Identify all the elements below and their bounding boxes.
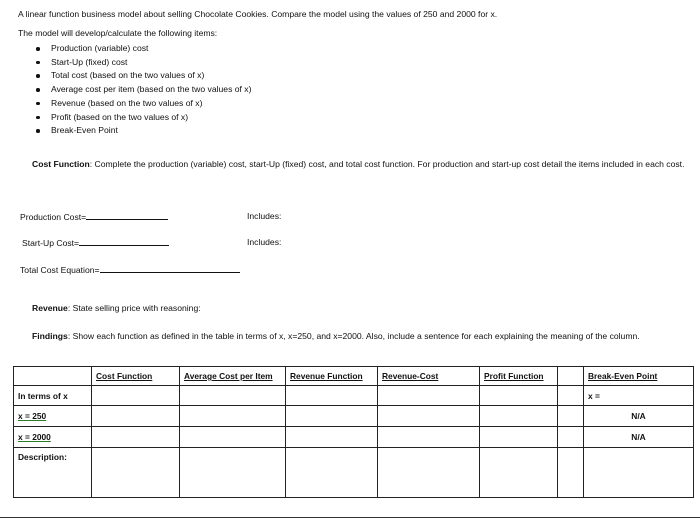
table-header-cell: Profit Function [480, 367, 558, 386]
revenue-label: Revenue [32, 303, 68, 313]
table-header-cell: Cost Function [92, 367, 180, 386]
production-includes-label: Includes: [247, 211, 282, 221]
break-even-na-cell: N/A [584, 406, 694, 427]
startup-cost-field [22, 237, 169, 249]
table-cell[interactable] [378, 448, 480, 498]
revenue-instructions [32, 303, 201, 314]
table-cell[interactable] [180, 406, 286, 427]
row-label-terms-of-x: In terms of x [14, 386, 92, 406]
table-cell[interactable] [286, 427, 378, 448]
table-row [14, 406, 694, 427]
table-cell[interactable] [92, 448, 180, 498]
table-cell[interactable] [180, 386, 286, 406]
list-item: Revenue (based on the two values of x) [18, 97, 251, 111]
table-cell[interactable] [286, 448, 378, 498]
requirements-list [18, 42, 251, 138]
table-row [14, 427, 694, 448]
table-cell[interactable] [558, 448, 584, 498]
table-row [14, 386, 694, 406]
row-label-x-2000: x = 2000 [14, 427, 92, 448]
table-header-cell: Revenue Function [286, 367, 378, 386]
list-item: Total cost (based on the two values of x) [18, 69, 251, 83]
table-header-row [14, 367, 694, 386]
list-item: Profit (based on the two values of x) [18, 111, 251, 125]
table-cell[interactable] [558, 386, 584, 406]
table-cell[interactable] [286, 386, 378, 406]
revenue-text: : State selling price with reasoning: [67, 303, 201, 313]
list-item: Start-Up (fixed) cost [18, 56, 251, 70]
intro-line-2: The model will develop/calculate the following items: [18, 28, 218, 38]
table-header-cell: Average Cost per Item [180, 367, 286, 386]
findings-table [13, 366, 694, 498]
table-cell[interactable] [558, 427, 584, 448]
table-header-cell [558, 367, 584, 386]
startup-includes-label: Includes: [247, 237, 282, 247]
table-header-cell: Break-Even Point [584, 367, 694, 386]
cost-function-label: Cost Function [32, 159, 90, 169]
break-even-x-cell[interactable] [584, 386, 694, 406]
list-item: Production (variable) cost [18, 42, 251, 56]
table-cell[interactable] [584, 448, 694, 498]
table-cell[interactable] [180, 427, 286, 448]
table-cell[interactable] [480, 427, 558, 448]
list-item: Average cost per item (based on the two values of x) [18, 83, 251, 97]
findings-label: Findings [32, 331, 68, 341]
table-cell[interactable] [480, 448, 558, 498]
table-header-cell: Revenue-Cost [378, 367, 480, 386]
table-cell[interactable] [378, 406, 480, 427]
findings-text: : Show each function as defined in the table in terms of x, x=250, and x=2000. Also, include a sentence for each explaining the meaning of the column. [67, 331, 640, 341]
bottom-divider [0, 517, 700, 518]
table-cell[interactable] [92, 427, 180, 448]
table-cell[interactable] [378, 386, 480, 406]
cost-function-text: : Complete the production (variable) cost, start-Up (fixed) cost, and total cost function. For production and start-up cost detail the items included in each cost. [89, 159, 685, 169]
startup-cost-label: Start-Up Cost= [22, 238, 80, 248]
total-cost-label: Total Cost Equation= [20, 265, 100, 275]
table-cell[interactable] [92, 386, 180, 406]
table-cell[interactable] [480, 406, 558, 427]
table-cell[interactable] [286, 406, 378, 427]
production-cost-label: Production Cost= [20, 212, 87, 222]
break-even-na-cell: N/A [584, 427, 694, 448]
total-cost-blank[interactable] [100, 264, 240, 273]
table-cell[interactable] [480, 386, 558, 406]
total-cost-field [20, 264, 240, 276]
table-row [14, 448, 694, 498]
startup-cost-blank[interactable] [79, 237, 169, 246]
table-cell[interactable] [180, 448, 286, 498]
list-item: Break-Even Point [18, 124, 251, 138]
intro-line-1: A linear function business model about selling Chocolate Cookies. Compare the model using the values of 250 and 2000 for x. [18, 9, 498, 19]
table-cell[interactable] [92, 406, 180, 427]
row-label-description: Description: [14, 448, 92, 498]
table-header-cell [14, 367, 92, 386]
row-label-x-250: x = 250 [14, 406, 92, 427]
table-cell[interactable] [558, 406, 584, 427]
break-even-x-label: x = [588, 390, 600, 401]
production-cost-field [20, 211, 168, 223]
production-cost-blank[interactable] [86, 211, 168, 220]
cost-function-instructions [32, 158, 692, 170]
table-cell[interactable] [378, 427, 480, 448]
findings-instructions [32, 330, 692, 342]
